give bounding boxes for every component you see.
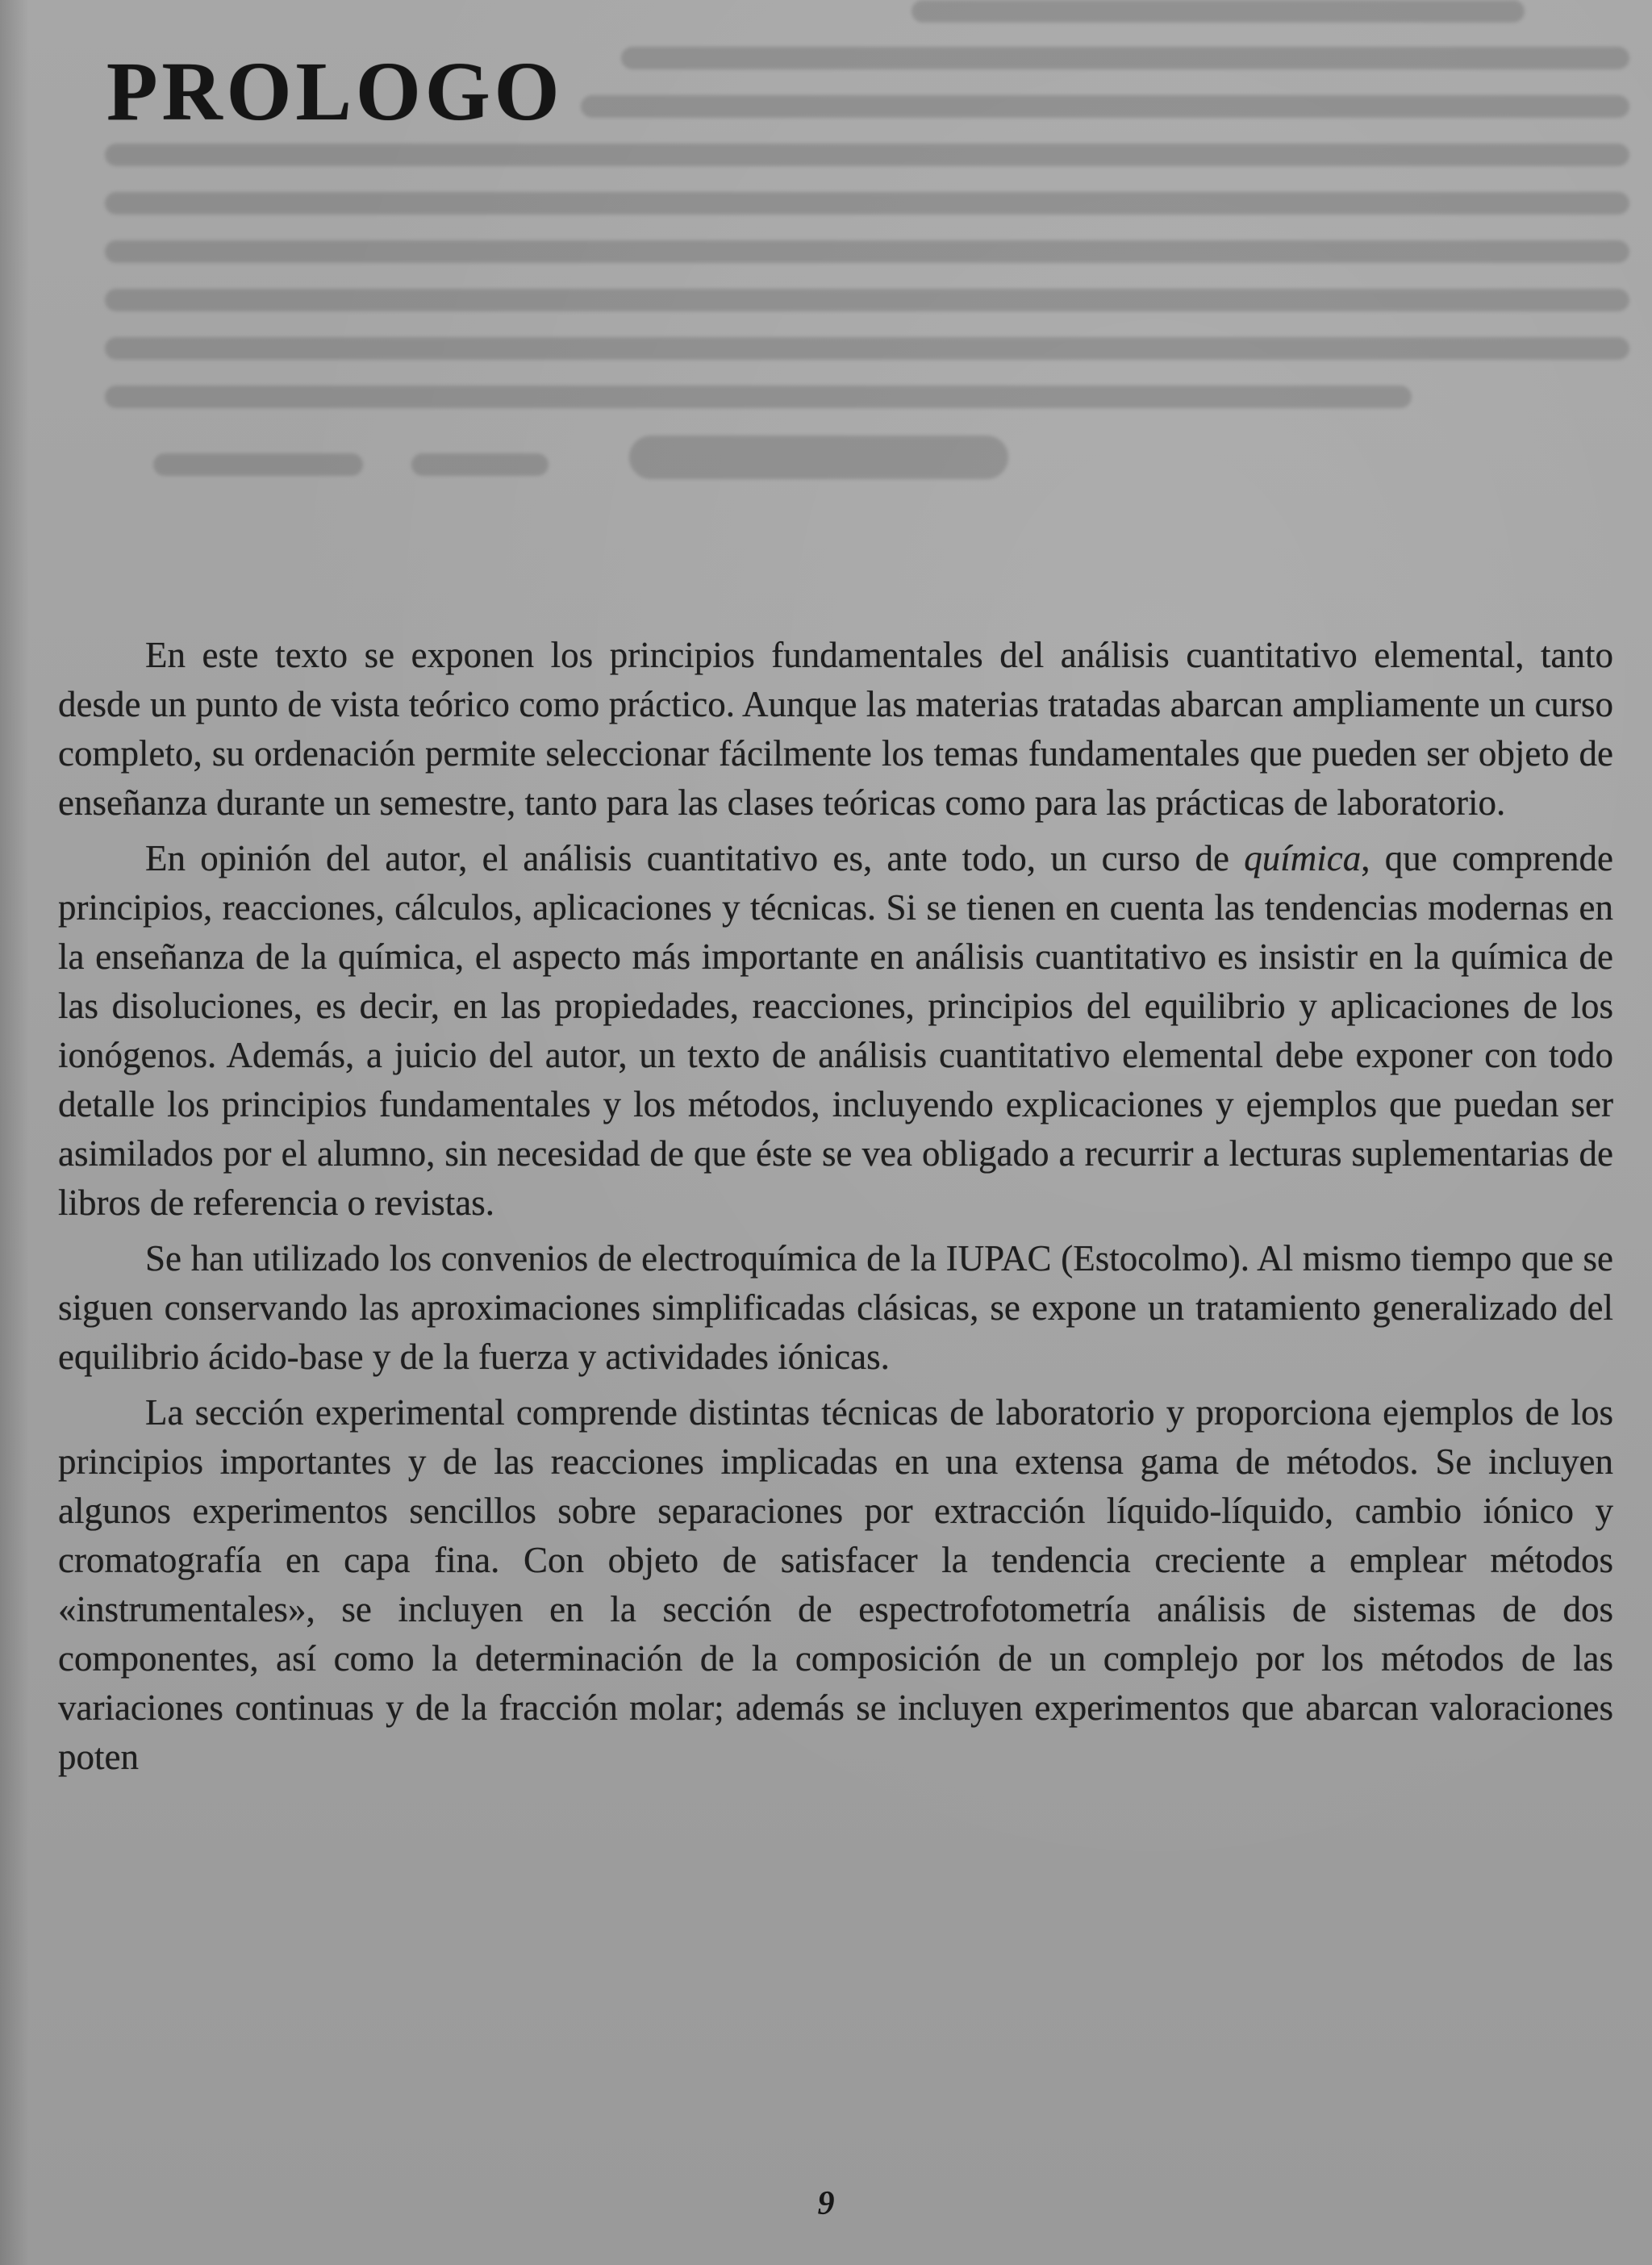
show-through-line [105,337,1629,360]
paragraph-4-text: La sección experimental comprende distintas técnicas de laboratorio y proporciona ejemplos de los principios importantes y de las reacciones implicadas en una extensa gama de métodos. Se incluyen algunos experimentos sencillos sobre separaciones por extracción líquido-líquido, cambio iónico y cromatografía en capa fina. Con objeto de satisfacer la tendencia creciente a emplear métodos «instrumentales», se incluyen en la sección de espectrofotometría análisis de sistemas de dos componentes, así como la determinación de la composición de un complejo por los métodos de las variaciones continuas y de la fracción molar; además se incluyen experimentos que abarcan valoraciones poten [58,1392,1613,1777]
show-through-line [105,144,1629,166]
show-through-line [411,453,549,476]
page-title: PROLOGO [106,45,564,138]
page-edge-shadow [0,0,29,2265]
paragraph-1-text: En este texto se exponen los principios fundamentales del análisis cuantitativo elemental, tanto desde un punto de vista teórico como práctico. Aunque las materias tratadas abarcan ampliamente un curso completo, su ordenación permite seleccionar fácilmente los temas fundamentales que pueden ser objeto de enseñanza durante un semestre, tanto para las clases teóricas como para las prácticas de laboratorio. [58,635,1613,823]
paragraph-1 [58,631,1613,828]
page-number: 9 [817,2185,835,2222]
show-through-line [581,95,1629,118]
show-through-line [629,436,1008,479]
show-through-line [105,240,1629,263]
paragraph-4 [58,1388,1613,1782]
show-through-line [153,453,363,476]
show-through-line [105,386,1412,408]
show-through-line [105,192,1629,215]
show-through-line [621,47,1629,69]
show-through-line [105,289,1629,311]
prologue-body [58,631,1613,1788]
paragraph-2-emphasis: química [1244,838,1362,878]
paragraph-2 [58,834,1613,1228]
show-through-line [912,0,1525,23]
paragraph-3 [58,1234,1613,1382]
paragraph-2-text-start: En opinión del autor, el análisis cuantitativo es, ante todo, un curso de [145,838,1245,878]
paragraph-3-text: Se han utilizado los convenios de electroquímica de la IUPAC (Estocolmo). Al mismo tiempo que se siguen conservando las aproximaciones simplificadas clásicas, se expone un tratamiento generalizado del equilibrio ácido-base y de la fuerza y actividades iónicas. [58,1238,1613,1377]
paragraph-2-text-end: , que comprende principios, reacciones, cálculos, aplicaciones y técnicas. Si se tienen en cuenta las tendencias modernas en la enseñanza de la química, el aspecto más importante en análisis cuantitativo es insistir en la química de las disoluciones, es decir, en las propiedades, reacciones, principios del equilibrio y aplicaciones de los ionógenos. Además, a juicio del autor, un texto de análisis cuantitativo elemental debe exponer con todo detalle los principios fundamentales y los métodos, incluyendo explicaciones y ejemplos que puedan ser asimilados por el alumno, sin necesidad de que éste se vea obligado a recurrir a lecturas suplementarias de libros de referencia o revistas. [58,838,1613,1223]
